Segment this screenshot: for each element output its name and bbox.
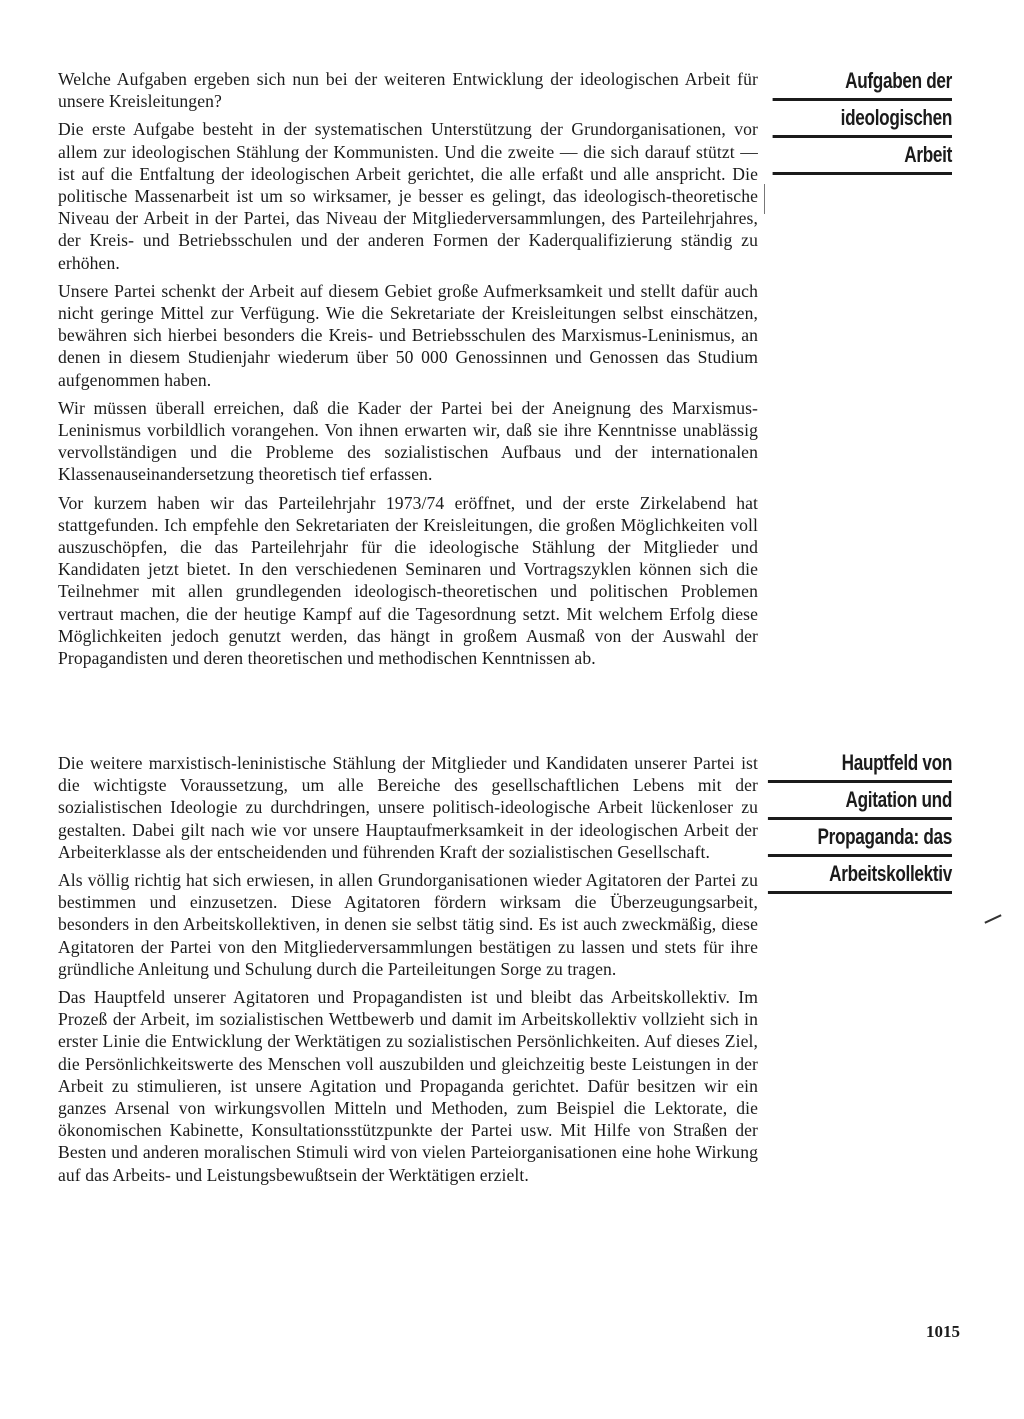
margin-heading-line: Propaganda: das: [768, 820, 952, 857]
margin-heading-line: Agitation und: [768, 783, 952, 820]
paragraph: Die weitere marxistisch-leninistische Stählung der Mitglieder und Kandidaten unserer Partei ist die wichtigste Voraussetzung, um alle Bereiche des gesellschaftlichen Lebens mit der sozialistischen Ideologie zu durchdringen, unsere politisch-ideologische Arbeit lückenloser zu gestalten. Dabei gilt nach wie vor unsere Hauptaufmerksamkeit in der ideologischen Arbeit der Arbeiterklasse als der entscheidenden und führenden Kraft der sozialistischen Gesellschaft.: [58, 753, 758, 862]
paragraph: Als völlig richtig hat sich erwiesen, in allen Grundorganisationen wieder Agitatoren der Partei zu bestimmen und einzusetzen. Diese Agitatoren fördern wirksam die Überzeugungsarbeit, besonders in den Arbeitskollektiven, in denen sie selbst tätig sind. Es ist auch zweckmäßig, diese Agitatoren der Partei von den Mitgliederversammlungen bestätigen zu lassen und stets für ihre gründliche Anleitung und Schulung durch die Parteileitungen Sorge zu tragen.: [58, 870, 758, 979]
pen-mark: [984, 914, 1001, 923]
margin-heading-line: ideologischen: [773, 101, 952, 138]
margin-heading-line: Hauptfeld von: [768, 746, 952, 783]
margin-heading-line: Arbeit: [773, 138, 952, 175]
paragraph: Welche Aufgaben ergeben sich nun bei der weiteren Entwicklung der ideologischen Arbeit für unsere Kreisleitungen?: [58, 69, 758, 112]
margin-heading-ideological-work: [773, 64, 952, 175]
paragraph: Unsere Partei schenkt der Arbeit auf diesem Gebiet große Aufmerksamkeit und stellt dafür auch nicht geringe Mittel zur Verfügung. Wie die Sekretariate der Kreisleitungen selbst einschätzen, bewähren sich hierbei besonders die Kreis- und Betriebsschulen des Marxismus-Leninismus, an denen in diesem Studienjahr wiederum über 50 000 Genossinnen und Genossen das Studium aufgenommen haben.: [58, 280, 758, 390]
margin-heading-line: Arbeitskollektiv: [768, 857, 952, 894]
paragraph: Wir müssen überall erreichen, daß die Kader der Partei bei der Aneignung des Marxismus-Leninismus vorbildlich vorangehen. Von ihnen erwarten wir, daß sie ihre Kenntnisse unablässig vervollständigen und die Probleme des sozialistischen Aufbaus und der internationalen Klassenauseinandersetzung theoretisch tief erfassen.: [58, 397, 758, 485]
section-ideological-work: [58, 68, 758, 669]
paragraph: Die erste Aufgabe besteht in der systematischen Unterstützung der Grundorganisationen, vor allem zur ideologischen Stählung der Kommunisten. Und die zweite — die sich darauf stützt — ist auf die Entfaltung der ideologischen Arbeit gerichtet, die alle erfaßt und alle anspricht. Die politische Massenarbeit ist um so wirksamer, je besser es gelingt, das ideologisch-theoretische Niveau der Arbeit in der Partei, das Niveau der Mitgliederversammlungen, des Parteilehrjahres, der Kreis- und Betriebsschulen und der anderen Formen der Kaderqualifizierung ständig zu erhöhen.: [58, 119, 758, 273]
margin-heading-line: Aufgaben der: [773, 64, 952, 101]
page-number: 1015: [926, 1322, 960, 1341]
paragraph: Vor kurzem haben wir das Parteilehrjahr 1973/74 eröffnet, und der erste Zirkelabend hat stattgefunden. Ich empfehle den Sekretariaten der Kreisleitungen, die großen Möglichkeiten voll auszuschöpfen, die das Parteilehrjahr für die ideologische Stählung der Mitglieder und Kandidaten jetzt bietet. In den verschiedenen Seminaren und Vortragszyklen können sich die Teilnehmer mit allen grundlegenden ideologisch-theoretischen und politischen Problemen vertraut machen, die der heutige Kampf auf die Tagesordnung setzt. Mit welchem Erfolg diese Möglichkeiten jedoch genutzt werden, das hängt in großem Ausmaß von der Auswahl der Propagandisten und deren theoretischen und methodischen Kenntnissen ab.: [58, 492, 758, 669]
margin-heading-main-field: [768, 746, 952, 894]
paragraph: Das Hauptfeld unserer Agitatoren und Propagandisten ist und bleibt das Arbeitskollektiv. Im Prozeß der Arbeit, im sozialistischen Wettbewerb und damit im Arbeitskollektiv vollzieht sich in erster Linie die Entwicklung der Werktätigen zu sozialistischen Persönlichkeiten. Auf dieses Ziel, die Persönlichkeitswerte des Menschen voll auszubilden und gleichzeitig beste Leistungen in der Arbeit zu stimulieren, ist unsere Agitation und Propaganda gerichtet. Dafür besitzen wir ein ganzes Arsenal von wirkungsvollen Mitteln und Methoden, zum Beispiel die Lektorate, die ökonomischen Kabinette, Konsultationsstützpunkte der Partei usw. Mit Hilfe von Straßen der Besten und anderen moralischen Stimuli wird von vielen Parteiorganisationen eine hohe Wirkung auf das Arbeits- und Leistungsbewußtsein der Werktätigen erzielt.: [58, 987, 758, 1185]
section-agitation-propaganda: [58, 752, 758, 1186]
pen-mark: [764, 184, 765, 214]
